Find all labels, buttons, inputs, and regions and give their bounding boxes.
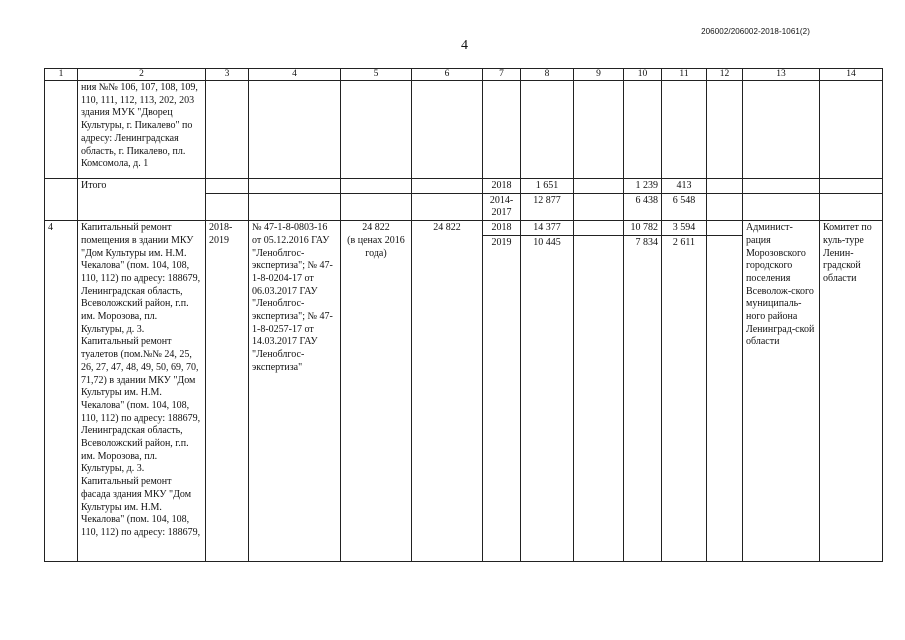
customer-cell: Админист-рация Морозовского городского поселения Всеволож-ского муниципаль-ного района Ленинград-ской области (743, 221, 820, 562)
column-number-row (45, 69, 883, 81)
year-cell: 2018 (483, 221, 521, 236)
page-number: 4 (461, 38, 468, 53)
year-cell: 2018 (483, 179, 521, 194)
year-cell: 2019 (483, 235, 521, 561)
table-row-item (45, 221, 883, 236)
table-row-total (45, 193, 883, 220)
total-label: Итого (78, 179, 206, 194)
col-number: 10 (624, 69, 662, 81)
amount-cell: 1 239 (624, 179, 662, 194)
cost-cell (341, 221, 412, 562)
col-number: 6 (412, 69, 483, 81)
col-number: 14 (820, 69, 883, 81)
year-cell: 2014-2017 (483, 193, 521, 220)
table-row-continuation (45, 81, 883, 179)
col-number: 1 (45, 69, 78, 81)
document-id: 206002/206002-2018-1061(2) (701, 27, 810, 36)
col-number: 7 (483, 69, 521, 81)
amount-cell: 2 611 (662, 235, 707, 561)
period-cell: 2018-2019 (206, 221, 249, 562)
table-row-total (45, 179, 883, 194)
col-number: 13 (743, 69, 820, 81)
expertise-cell: № 47-1-8-0803-16 от 05.12.2016 ГАУ "Леноблгос-экспертиза"; № 47-1-8-0204-17 от 06.03.2017 ГАУ "Леноблгос-экспертиза"; № 47-1-8-0257-17 от 14.03.2017 ГАУ "Леноблгос-экспертиза" (249, 221, 341, 562)
col-number: 4 (249, 69, 341, 81)
amount-cell: 1 651 (521, 179, 574, 194)
item-number: 4 (45, 221, 78, 562)
responsible-cell: Комитет по куль-туре Ленин-градской области (820, 221, 883, 562)
col-number: 12 (707, 69, 743, 81)
amount-cell: 3 594 (662, 221, 707, 236)
col-number: 11 (662, 69, 707, 81)
amount-cell: 7 834 (624, 235, 662, 561)
amount-cell: 24 822 (412, 221, 483, 562)
cost-note: (в ценах 2016 года) (347, 234, 405, 259)
amount-cell: 6 548 (662, 193, 707, 220)
budget-table (44, 68, 883, 562)
amount-cell: 10 782 (624, 221, 662, 236)
col-number: 3 (206, 69, 249, 81)
col-number: 5 (341, 69, 412, 81)
col-number: 8 (521, 69, 574, 81)
object-description: ния №№ 106, 107, 108, 109, 110, 111, 112, 113, 202, 203 здания МУК "Дворец Культуры, г. Пикалево" по адресу: Ленинградская область, г. Пикалево, пл. Комсомола, д. 1 (78, 81, 206, 179)
amount-cell: 10 445 (521, 235, 574, 561)
amount-cell: 14 377 (521, 221, 574, 236)
amount-cell: 12 877 (521, 193, 574, 220)
col-number: 2 (78, 69, 206, 81)
amount-cell: 413 (662, 179, 707, 194)
col-number: 9 (574, 69, 624, 81)
cost-value: 24 822 (362, 222, 390, 234)
amount-cell: 6 438 (624, 193, 662, 220)
object-description: Капитальный ремонт помещения в здании МКУ "Дом Культуры им. Н.М. Чекалова" (пом. 104, 108, 110, 112) по адресу: 188679, Ленинградская область, Всеволожский район, г.п. им. Морозова, пл. Культуры, д. 3. Капитальный ремонт туалетов (пом.№№ 24, 25, 26, 27, 47, 48, 49, 50, 69, 70, 71,72) в здании МКУ "Дом Культуры им. Н.М. Чекалова" (пом. 104, 108, 110, 112) по адресу: 188679, Ленинградская область, Всеволожский район, г.п. им. Морозова, пл. Культуры, д. 3. Капитальный ремонт фасада здания МКУ "Дом Культуры им. Н.М. Чекалова" (пом. 104, 108, 110, 112) по адресу: 188679, (78, 221, 206, 562)
